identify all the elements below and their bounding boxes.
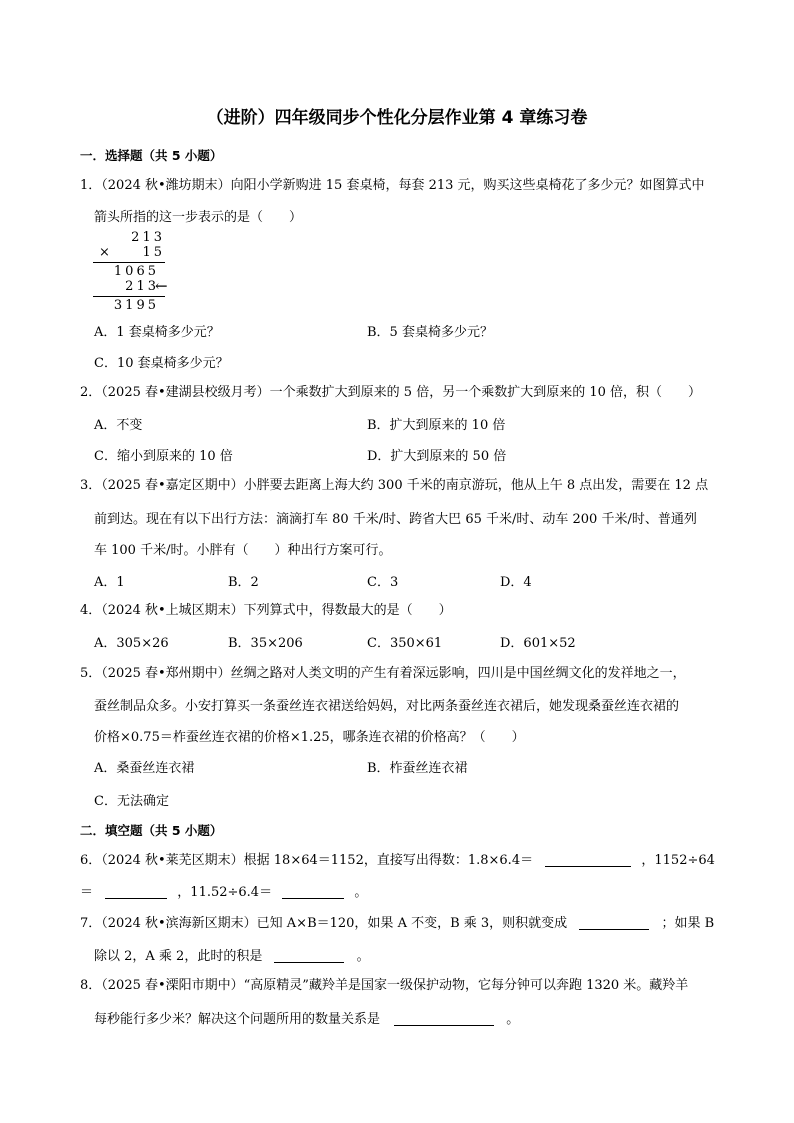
calc-multiplicand: 213 <box>131 230 165 245</box>
question-3-text-cont: 前到达。现在有以下出行方法：滴滴打车 80 千米/时、跨省大巴 65 千米/时、动车 200 千米/时、普通列 <box>94 512 697 527</box>
q7-text-part: ；如果 B <box>661 916 715 931</box>
calc-partial-1: 1065 <box>113 264 159 279</box>
q6-text-part: ，11.52÷6.4＝ <box>177 885 273 900</box>
section-fill-heading: 二．填空题（共 5 小题） <box>80 823 223 838</box>
calc-partial-2: 213 <box>125 279 159 294</box>
q6-text-part: ＝ <box>80 885 94 900</box>
q4-option-b[interactable]: B．35×206 <box>228 636 303 651</box>
q1-option-a[interactable]: A．1 套桌椅多少元？ <box>94 325 220 340</box>
answer-blank[interactable] <box>274 948 344 963</box>
answer-blank[interactable] <box>545 852 631 867</box>
q3-option-d[interactable]: D．4 <box>500 575 532 590</box>
q2-option-a[interactable]: A．不变 <box>94 418 143 433</box>
answer-blank[interactable] <box>105 884 167 899</box>
q6-text-part: 。 <box>354 885 368 900</box>
q2-option-b[interactable]: B．扩大到原来的 10 倍 <box>367 418 506 433</box>
q4-option-c[interactable]: C．350×61 <box>367 636 443 651</box>
times-sign: × <box>99 245 110 260</box>
q5-option-c[interactable]: C．无法确定 <box>94 794 169 809</box>
q8-text-part: 。 <box>506 1012 520 1027</box>
question-5-text-cont: 价格×0.75＝柞蚕丝连衣裙的价格×1.25，哪条连衣裙的价格高？（ ） <box>94 730 525 745</box>
q5-option-a[interactable]: A．桑蚕丝连衣裙 <box>94 761 195 776</box>
q1-option-c[interactable]: C．10 套桌椅多少元？ <box>94 356 229 371</box>
question-8-text-cont <box>94 1008 519 1027</box>
q4-option-d[interactable]: D．601×52 <box>500 636 576 651</box>
q3-option-b[interactable]: B．2 <box>228 575 259 590</box>
q7-text-part: 7．（2024 秋•滨海新区期末）已知 A×B＝120，如果 A 不变，B 乘 3，则积就变成 <box>80 916 568 931</box>
q8-text-part: 每秒能行多少米？解决这个问题所用的数量关系是 <box>94 1012 381 1027</box>
question-7-text <box>80 914 714 934</box>
q6-text-part: ，1152÷64 <box>641 853 715 868</box>
question-6-text <box>80 851 715 871</box>
section-choice-heading: 一．选择题（共 5 小题） <box>80 148 223 163</box>
q7-text-part: 除以 2，A 乘 2，此时的积是 <box>94 949 263 964</box>
question-7-text-cont <box>94 945 370 964</box>
q5-option-b[interactable]: B．柞蚕丝连衣裙 <box>367 761 468 776</box>
answer-blank[interactable] <box>579 915 649 930</box>
calc-multiplier: 15 <box>142 245 165 260</box>
question-6-text-cont <box>80 883 367 903</box>
question-5-text-cont: 蚕丝制品众多。小安打算买一条蚕丝连衣裙送给妈妈，对比两条蚕丝连衣裙后，她发现桑蚕丝连衣裙的 <box>94 699 680 714</box>
question-2-text: 2．（2025 春•建湖县校级月考）一个乘数扩大到原来的 5 倍，另一个乘数扩大到原来的 10 倍，积（ ） <box>80 385 701 400</box>
answer-blank[interactable] <box>282 884 344 899</box>
question-4-text: 4．（2024 秋•上城区期末）下列算式中，得数最大的是（ ） <box>80 603 452 618</box>
multiplication-figure <box>93 230 175 314</box>
answer-blank[interactable] <box>394 1011 494 1026</box>
q6-text-part: 6．（2024 秋•莱芜区期末）根据 18×64＝1152，直接写出得数：1.8×6.4＝ <box>80 853 534 868</box>
page-title: （进阶）四年级同步个性化分层作业第 4 章练习卷 <box>206 108 588 128</box>
q3-option-a[interactable]: A．1 <box>94 575 125 590</box>
question-8-text: 8．（2025 春•溧阳市期中）“高原精灵”藏羚羊是国家一级保护动物，它每分钟可以奔跑 1320 米。藏羚羊 <box>80 978 689 993</box>
q3-option-c[interactable]: C．3 <box>367 575 399 590</box>
q2-option-c[interactable]: C．缩小到原来的 10 倍 <box>94 449 233 464</box>
arrow-left-icon: ← <box>155 277 168 295</box>
calc-rule <box>93 262 165 263</box>
question-5-text: 5．（2025 春•郑州期中）丝绸之路对人类文明的产生有着深远影响，四川是中国丝绸文化的发祥地之一， <box>80 666 686 681</box>
q4-option-a[interactable]: A．305×26 <box>94 636 169 651</box>
question-3-text-cont: 车 100 千米/时。小胖有（ ）种出行方案可行。 <box>94 543 392 558</box>
q7-text-part: 。 <box>356 949 370 964</box>
q2-option-d[interactable]: D．扩大到原来的 50 倍 <box>367 449 507 464</box>
question-3-text: 3．（2025 春•嘉定区期中）小胖要去距离上海大约 300 千米的南京游玩，他从上午 8 点出发，需要在 12 点 <box>80 478 709 493</box>
question-1-text: 1．（2024 秋•潍坊期末）向阳小学新购进 15 套桌椅，每套 213 元，购买这些桌椅花了多少元？如图算式中 <box>80 178 705 193</box>
calc-product: 3195 <box>113 298 159 313</box>
q1-option-b[interactable]: B．5 套桌椅多少元？ <box>367 325 493 340</box>
question-1-text-cont: 箭头所指的这一步表示的是（ ） <box>94 210 303 225</box>
calc-rule <box>93 296 165 297</box>
